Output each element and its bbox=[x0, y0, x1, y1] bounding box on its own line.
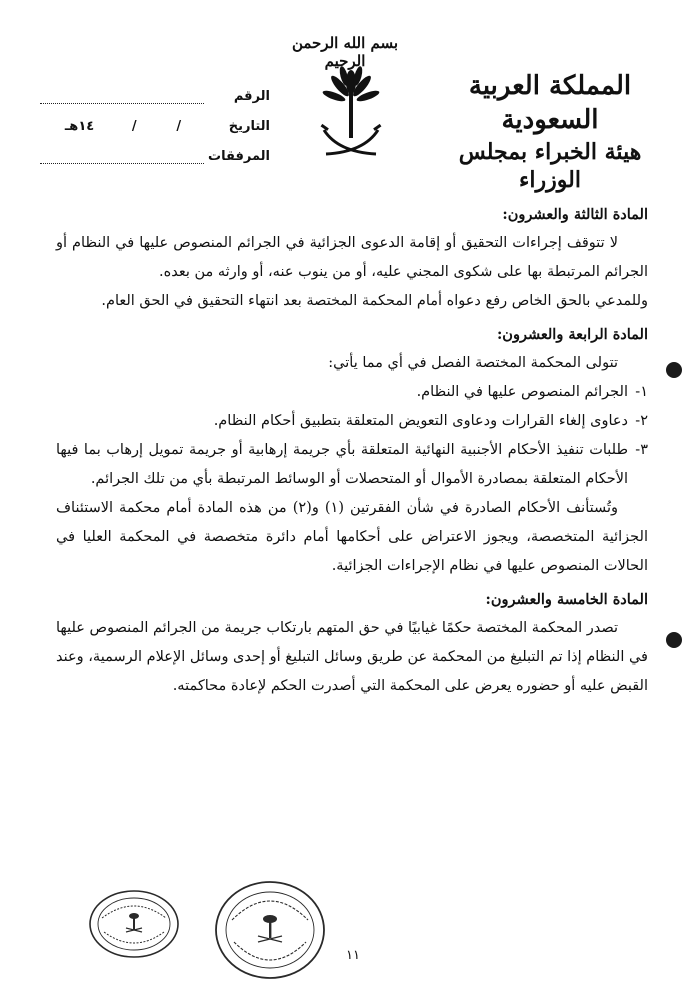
reference-block bbox=[40, 74, 270, 164]
reference-label: الرقم bbox=[233, 89, 270, 104]
date-field bbox=[40, 119, 208, 134]
article-23-paragraph-2: وللمدعي بالحق الخاص رفع دعواه أمام المحكمة المختصة بعد انتهاء التحقيق في الحق العام. bbox=[101, 293, 648, 309]
basmala: بسم الله الرحمن الرحيم bbox=[291, 34, 399, 70]
stamp-experts-commission bbox=[214, 880, 326, 980]
letterhead bbox=[0, 0, 700, 194]
list-text: طلبات تنفيذ الأحكام الأجنبية النهائية المتعلقة بأي جريمة إرهابية أو جريمة تمويل إرهاب بما فيها الأحكام المتعلقة بمصادرة الأموال أو المتحصلات أو الوسائط المرتبطة بأي من تلك الجرائم. bbox=[56, 442, 628, 487]
list-text: الجرائم المنصوص عليها في النظام. bbox=[416, 384, 628, 400]
attachments-label: المرفقات bbox=[208, 149, 270, 164]
date-label: التاريخ bbox=[228, 119, 270, 134]
list-number: ٣- bbox=[635, 442, 648, 458]
round-stamp-icon bbox=[214, 880, 326, 980]
list-text: دعاوى إلغاء القرارات ودعاوى التعويض المتعلقة بتطبيق أحكام النظام. bbox=[213, 413, 628, 429]
article-25-title: المادة الخامسة والعشرون: bbox=[485, 591, 648, 608]
organization-name bbox=[430, 70, 670, 195]
reference-number-line bbox=[40, 89, 204, 104]
oval-stamp-icon bbox=[88, 888, 180, 960]
page-number: ١١ bbox=[346, 948, 360, 963]
article-23-paragraph-1: لا تتوقف إجراءات التحقيق أو إقامة الدعوى الجزائية في الجرائم المنصوص عليها في النظام أو الجرائم المرتبطة بها على شكوى المجني عليه، أو من ينوب عنه، أو وارثه من بعده. bbox=[56, 235, 648, 280]
list-number: ٢- bbox=[635, 413, 648, 429]
date-slash: / bbox=[131, 119, 139, 134]
palm-swords-emblem-icon bbox=[318, 62, 384, 162]
binder-hole bbox=[666, 362, 682, 378]
binder-hole bbox=[666, 632, 682, 648]
article-24-title: المادة الرابعة والعشرون: bbox=[496, 326, 648, 343]
org-line-kingdom: المملكة العربية السعودية bbox=[468, 71, 632, 135]
article-24-item-3 bbox=[56, 436, 648, 494]
date-year-suffix: ١٤هـ bbox=[64, 119, 95, 134]
list-number: ١- bbox=[635, 384, 648, 400]
article-24-item-2 bbox=[56, 407, 648, 436]
article-25-paragraph-1: تصدر المحكمة المختصة حكمًا غيابيًا في حق المتهم بارتكاب جريمة من الجرائم المنصوص عليها في النظام إذا تم التبليغ من المحكمة عن طريق وسائل التبليغ أو إحدى وسائل الإعلام الرسمية، وعند القبض عليه أو حضوره يعرض على المحكمة التي أصدرت الحكم لإعادة محاكمته. bbox=[56, 620, 648, 694]
article-23-title: المادة الثالثة والعشرون: bbox=[502, 206, 648, 223]
stamp-general-secretariat bbox=[88, 888, 180, 960]
date-row bbox=[40, 104, 270, 134]
article-24-item-1 bbox=[56, 378, 648, 407]
attachments-row bbox=[40, 134, 270, 164]
date-slash: / bbox=[176, 119, 184, 134]
reference-number-row bbox=[40, 74, 270, 104]
document-body bbox=[56, 200, 648, 701]
article-24-paragraph-2: وتُستأنف الأحكام الصادرة في شأن الفقرتين (١) و(٢) من هذه المادة أمام محكمة الاستئناف الجزائية المتخصصة، ويجوز الاعتراض على أحكامها أمام دائرة متخصصة في المحكمة العليا في الحالات المنصوص عليها في نظام الإجراءات الجزائية. bbox=[56, 500, 648, 574]
article-24-intro: تتولى المحكمة المختصة الفصل في أي مما يأتي: bbox=[328, 355, 618, 371]
attachments-line bbox=[40, 149, 204, 164]
org-line-experts-commission: هيئة الخبراء بمجلس الوزراء bbox=[458, 138, 642, 194]
